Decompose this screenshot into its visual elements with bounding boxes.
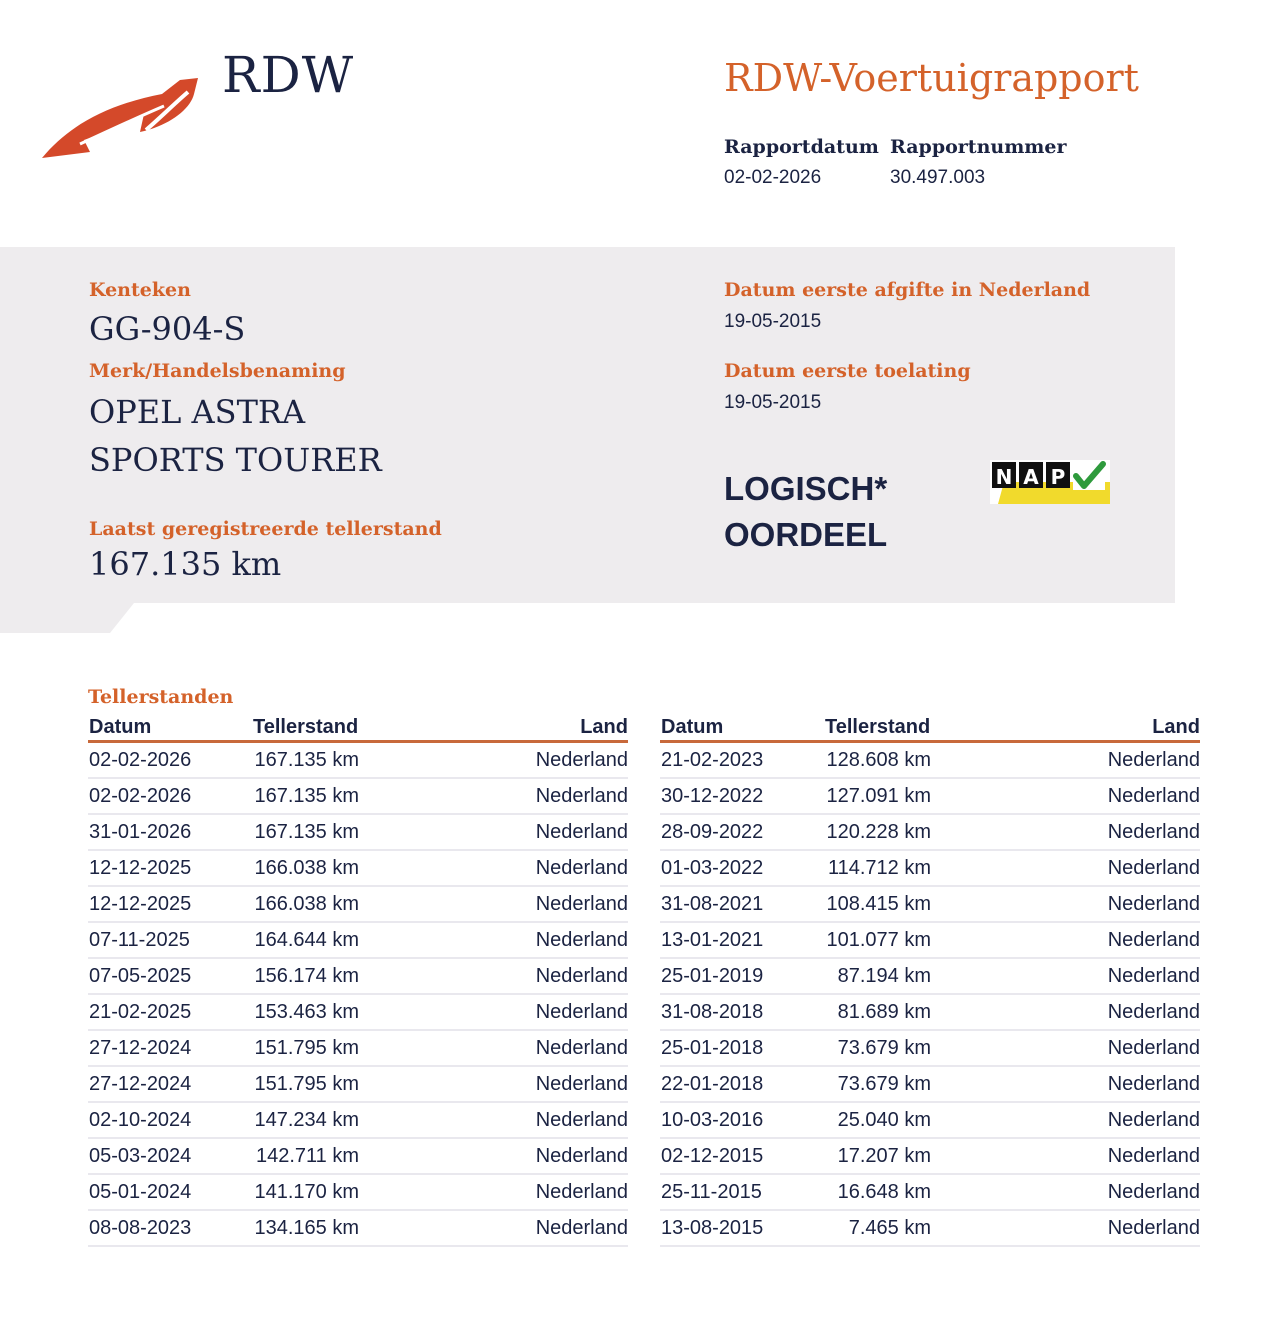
table-row — [660, 743, 1200, 779]
report-title: RDW-Voertuigrapport — [724, 56, 1139, 100]
table-row — [88, 887, 628, 923]
cell-odometer: 73.679 km — [837, 1073, 931, 1095]
cell-odometer: 120.228 km — [826, 821, 931, 843]
cell-odometer: 156.174 km — [254, 965, 359, 987]
cell-odometer: 141.170 km — [254, 1181, 359, 1203]
cell-country: Nederland — [535, 857, 628, 879]
brand-label: Merk/Handelsbenaming — [89, 360, 346, 382]
plate-label: Kenteken — [89, 279, 191, 301]
table-row — [88, 815, 628, 851]
table-row — [88, 1067, 628, 1103]
cell-date: 31-08-2018 — [661, 1001, 764, 1023]
cell-country: Nederland — [535, 965, 628, 987]
cell-date: 27-12-2024 — [89, 1037, 192, 1059]
odometer-value: 167.135 km — [89, 545, 282, 583]
cell-country: Nederland — [535, 785, 628, 807]
cell-date: 31-01-2026 — [89, 821, 192, 843]
brand-name: RDW — [222, 46, 355, 104]
report-number-label: Rapportnummer — [890, 136, 1067, 158]
cell-country: Nederland — [535, 929, 628, 951]
table-row — [660, 959, 1200, 995]
cell-date: 02-12-2015 — [661, 1145, 764, 1167]
table-row — [660, 1031, 1200, 1067]
cell-date: 12-12-2025 — [89, 893, 192, 915]
column-date: Datum — [661, 716, 724, 738]
cell-country: Nederland — [1107, 965, 1200, 987]
cell-date: 22-01-2018 — [661, 1073, 764, 1095]
cell-odometer: 167.135 km — [254, 785, 359, 807]
cell-odometer: 16.648 km — [837, 1181, 931, 1203]
column-odometer: Tellerstand — [253, 716, 359, 738]
table-row — [660, 1103, 1200, 1139]
cell-odometer: 17.207 km — [837, 1145, 931, 1167]
table-row — [660, 779, 1200, 815]
table-row — [88, 923, 628, 959]
cell-date: 10-03-2016 — [661, 1109, 764, 1131]
cell-date: 12-12-2025 — [89, 857, 192, 879]
cell-odometer: 142.711 km — [255, 1145, 359, 1167]
cell-country: Nederland — [1107, 929, 1200, 951]
table-row — [88, 959, 628, 995]
cell-country: Nederland — [1107, 1109, 1200, 1131]
cell-date: 30-12-2022 — [661, 785, 764, 807]
cell-date: 05-03-2024 — [89, 1145, 192, 1167]
nap-letter-n: N — [995, 465, 1013, 489]
cell-date: 25-01-2018 — [661, 1037, 764, 1059]
column-country: Land — [1152, 716, 1200, 738]
cell-odometer: 114.712 km — [827, 857, 931, 879]
table-row — [88, 1175, 628, 1211]
readings-title: Tellerstanden — [88, 686, 234, 708]
table-row — [660, 1175, 1200, 1211]
cell-date: 02-02-2026 — [89, 749, 192, 771]
cell-date: 27-12-2024 — [89, 1073, 192, 1095]
cell-odometer: 164.644 km — [254, 929, 359, 951]
cell-odometer: 73.679 km — [837, 1037, 931, 1059]
cell-odometer: 166.038 km — [254, 893, 359, 915]
cell-country: Nederland — [535, 1181, 628, 1203]
readings-table-left — [88, 716, 628, 1247]
cell-country: Nederland — [1107, 749, 1200, 771]
table-row — [88, 851, 628, 887]
cell-date: 05-01-2024 — [89, 1181, 192, 1203]
table-row — [88, 1031, 628, 1067]
report-date-value: 02-02-2026 — [724, 167, 822, 188]
cell-date: 08-08-2023 — [89, 1217, 192, 1239]
odometer-label: Laatst geregistreerde tellerstand — [89, 518, 442, 540]
first-admission-value: 19-05-2015 — [724, 392, 822, 413]
cell-date: 13-08-2015 — [661, 1217, 764, 1239]
report-number-value: 30.497.003 — [890, 167, 986, 188]
cell-country: Nederland — [1107, 1145, 1200, 1167]
table-row — [88, 1139, 628, 1175]
cell-odometer: 87.194 km — [837, 965, 931, 987]
cell-country: Nederland — [535, 1037, 628, 1059]
table-row — [660, 995, 1200, 1031]
brand-line-2: SPORTS TOURER — [89, 441, 382, 479]
table-row — [660, 1211, 1200, 1247]
column-country: Land — [580, 716, 628, 738]
cell-date: 07-11-2025 — [89, 929, 190, 951]
cell-date: 21-02-2023 — [661, 749, 764, 771]
table-body — [660, 743, 1200, 1247]
cell-date: 31-08-2021 — [661, 893, 764, 915]
verdict-line-1: LOGISCH* — [724, 470, 888, 507]
cell-country: Nederland — [535, 1001, 628, 1023]
cell-odometer: 167.135 km — [254, 749, 359, 771]
report-date-label: Rapportdatum — [724, 136, 879, 158]
verdict-line-2: OORDEEL — [724, 516, 888, 553]
cell-country: Nederland — [535, 1073, 628, 1095]
table-row — [88, 743, 628, 779]
cell-odometer: 81.689 km — [837, 1001, 931, 1023]
first-registration-nl-label: Datum eerste afgifte in Nederland — [724, 279, 1091, 301]
rdw-logo-icon — [40, 74, 202, 164]
cell-odometer: 127.091 km — [826, 785, 931, 807]
cell-country: Nederland — [535, 821, 628, 843]
cell-country: Nederland — [535, 1217, 628, 1239]
table-body — [88, 743, 628, 1247]
column-odometer: Tellerstand — [825, 716, 931, 738]
cell-odometer: 134.165 km — [254, 1217, 359, 1239]
cell-odometer: 151.795 km — [254, 1037, 359, 1059]
table-header — [660, 716, 1200, 743]
table-row — [660, 815, 1200, 851]
table-row — [88, 995, 628, 1031]
table-row — [660, 887, 1200, 923]
cell-odometer: 153.463 km — [254, 1001, 359, 1023]
table-row — [660, 1067, 1200, 1103]
cell-country: Nederland — [535, 1145, 628, 1167]
cell-odometer: 25.040 km — [837, 1109, 931, 1131]
cell-odometer: 101.077 km — [826, 929, 931, 951]
readings-table-right — [660, 716, 1200, 1247]
table-row — [88, 1103, 628, 1139]
cell-country: Nederland — [1107, 1217, 1200, 1239]
cell-odometer: 166.038 km — [254, 857, 359, 879]
cell-odometer: 128.608 km — [826, 749, 931, 771]
table-row — [660, 1139, 1200, 1175]
cell-country: Nederland — [535, 1109, 628, 1131]
cell-odometer: 7.465 km — [848, 1217, 931, 1239]
cell-odometer: 167.135 km — [254, 821, 359, 843]
table-header — [88, 716, 628, 743]
column-date: Datum — [89, 716, 152, 738]
nap-letter-a: A — [1023, 465, 1039, 489]
first-admission-label: Datum eerste toelating — [724, 360, 971, 382]
cell-date: 02-02-2026 — [89, 785, 192, 807]
cell-date: 25-11-2015 — [661, 1181, 762, 1203]
cell-date: 02-10-2024 — [89, 1109, 192, 1131]
cell-date: 01-03-2022 — [661, 857, 764, 879]
cell-country: Nederland — [1107, 893, 1200, 915]
table-row — [88, 1211, 628, 1247]
first-registration-nl-value: 19-05-2015 — [724, 311, 822, 332]
cell-country: Nederland — [1107, 1001, 1200, 1023]
cell-odometer: 147.234 km — [254, 1109, 359, 1131]
cell-country: Nederland — [535, 893, 628, 915]
cell-date: 25-01-2019 — [661, 965, 764, 987]
cell-country: Nederland — [1107, 1037, 1200, 1059]
cell-country: Nederland — [1107, 821, 1200, 843]
cell-date: 07-05-2025 — [89, 965, 192, 987]
cell-country: Nederland — [1107, 785, 1200, 807]
table-row — [660, 851, 1200, 887]
cell-country: Nederland — [1107, 1073, 1200, 1095]
verdict — [724, 466, 887, 558]
table-row — [88, 779, 628, 815]
plate-value: GG-904-S — [89, 310, 246, 348]
cell-date: 21-02-2025 — [89, 1001, 192, 1023]
cell-date: 13-01-2021 — [661, 929, 764, 951]
cell-date: 28-09-2022 — [661, 821, 764, 843]
cell-country: Nederland — [535, 749, 628, 771]
nap-logo-icon — [990, 460, 1110, 504]
cell-odometer: 108.415 km — [826, 893, 931, 915]
table-row — [660, 923, 1200, 959]
brand-line-1: OPEL ASTRA — [89, 393, 306, 431]
nap-letter-p: P — [1050, 465, 1066, 489]
cell-country: Nederland — [1107, 1181, 1200, 1203]
cell-odometer: 151.795 km — [254, 1073, 359, 1095]
cell-country: Nederland — [1107, 857, 1200, 879]
